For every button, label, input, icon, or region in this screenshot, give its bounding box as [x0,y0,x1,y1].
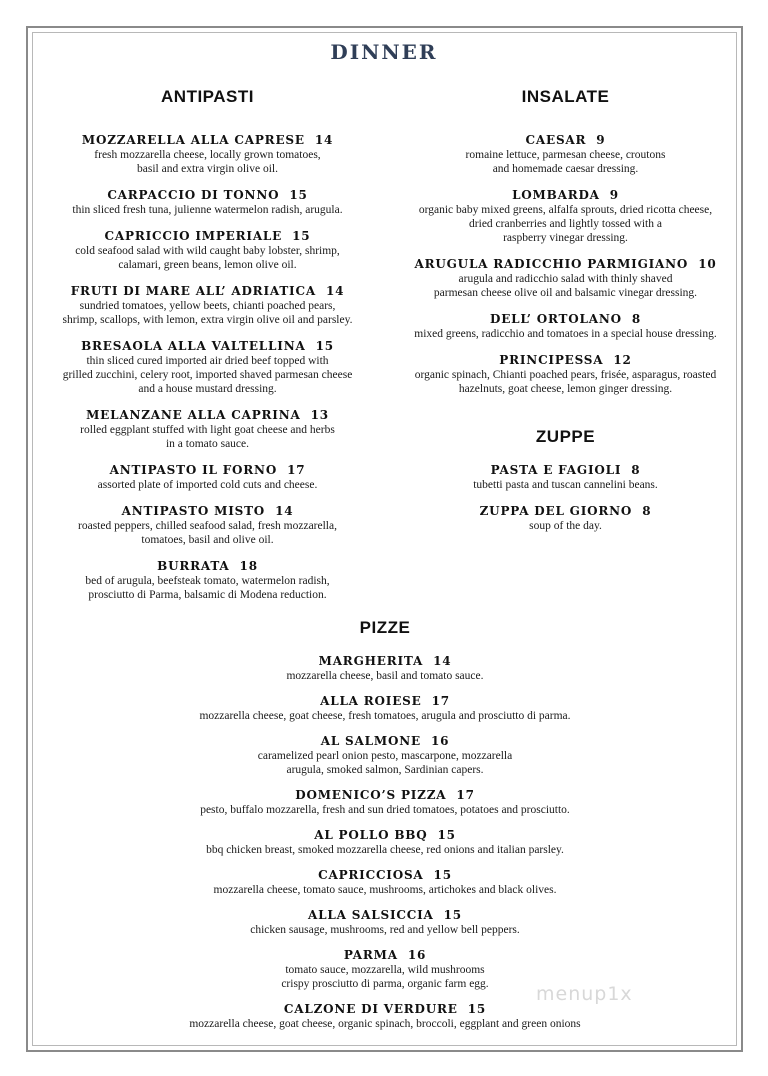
menu-item-description: mozzarella cheese, tomato sauce, mushrooms, artichokes and black olives. [213,884,557,896]
menu-item-title [40,187,375,203]
menu-item [40,407,375,451]
menu-item-price: 17 [287,463,306,477]
menu-item-price: 17 [431,694,450,708]
menu-item-price: 14 [314,133,334,147]
zuppe-heading: ZUPPE [535,427,596,446]
menu-item-title [40,558,375,574]
menu-item-description: organic spinach, Chianti poached pears, frisée, asparagus, roasted hazelnuts, goat cheese, lemon ginger dressing. [414,369,717,395]
menu-item-name: BRESAOLA ALLA VALTELLINA [81,339,306,353]
insalate-section [393,86,738,544]
menu-item-name: LOMBARDA [512,188,600,202]
menu-item-title [393,187,738,203]
menu-item-price: 12 [613,353,632,367]
menu-item-description: fresh mozzarella cheese, locally grown tomatoes, basil and extra virgin olive oil. [94,149,321,175]
menu-item-name: DELL’ ORTOLANO [489,312,622,326]
menu-item [40,338,375,396]
menu-item-description: thin sliced fresh tuna, julienne watermelon radish, arugula. [72,204,343,216]
menu-item-price: 8 [642,504,652,518]
menu-item [120,733,650,777]
menu-item-description: mixed greens, radicchio and tomatoes in a special house dressing. [414,328,717,340]
menu-item-name: FRUTI DI MARE ALL’ ADRIATICA [70,284,316,298]
menu-item-price: 18 [239,559,258,573]
menu-item-title [40,338,375,354]
menu-item-title [120,733,650,749]
menu-item-price: 8 [631,463,641,477]
menu-item-description: pesto, buffalo mozzarella, fresh and sun dried tomatoes, potatoes and prosciutto. [200,804,570,816]
antipasti-heading: ANTIPASTI [161,87,254,106]
menu-item-description: sundried tomatoes, yellow beets, chianti poached pears, shrimp, scallops, with lemon, extra virgin olive oil and parsley. [62,300,353,326]
menu-item-name: ALLA SALSICCIA [308,908,434,922]
menu-item-name: ZUPPA DEL GIORNO [479,504,633,518]
menu-item-description: caramelized pearl onion pesto, mascarpone, mozzarella arugula, smoked salmon, Sardinian capers. [257,750,513,776]
menu-item-price: 15 [467,1002,487,1016]
menu-item-title [393,256,738,272]
menu-item [40,228,375,272]
menu-item-name: ARUGULA RADICCHIO PARMIGIANO [414,257,689,271]
menu-item-title [393,503,738,519]
menu-item-description: rolled eggplant stuffed with light goat cheese and herbs in a tomato sauce. [80,424,335,450]
menu-item-description: bed of arugula, beefsteak tomato, watermelon radish, prosciutto di Parma, balsamic di Modena reduction. [85,575,330,601]
menu-item-price: 15 [437,828,456,842]
menu-item-price: 14 [275,504,294,518]
menu-item-title [40,503,375,519]
menu-item-price: 14 [325,284,345,298]
menu-item-name: CAPRICCIO IMPERIALE [104,229,283,243]
menu-item-name: CAESAR [525,133,587,147]
menu-item-name: PASTA E FAGIOLI [490,463,622,477]
menu-item-title [40,462,375,478]
menu-item-title [393,311,738,327]
menu-item-title [393,462,738,478]
menu-item-price: 15 [289,188,308,202]
menu-item-name: PARMA [343,948,398,962]
menu-item-title [40,283,375,299]
antipasti-section [40,86,375,613]
menu-item-name: ANTIPASTO IL FORNO [109,463,278,477]
menu-item-title [40,132,375,148]
menu-item [393,187,738,245]
menu-item [40,558,375,602]
menu-item [393,256,738,300]
menu-item-price: 10 [698,257,717,271]
menu-item [120,907,650,937]
menu-item-price: 15 [292,229,311,243]
menu-item [120,693,650,723]
menu-item-description: cold seafood salad with wild caught baby lobster, shrimp, calamari, green beans, lemon olive oil. [75,245,340,271]
menu-title: DINNER [330,40,438,64]
menu-item [393,132,738,176]
menu-item-description: romaine lettuce, parmesan cheese, croutons and homemade caesar dressing. [465,149,666,175]
menu-item-description: mozzarella cheese, goat cheese, fresh tomatoes, arugula and prosciutto di parma. [199,710,571,722]
menu-item-description: mozzarella cheese, goat cheese, organic spinach, broccoli, eggplant and green onions [189,1018,581,1030]
menu-item [40,187,375,217]
menu-item-title [120,653,650,669]
menu-item-description: bbq chicken breast, smoked mozzarella cheese, red onions and italian parsley. [206,844,564,856]
insalate-list [393,132,738,396]
antipasti-list [40,132,375,602]
menu-item [393,352,738,396]
menu-item-price: 15 [315,339,334,353]
menu-item-price: 17 [456,788,475,802]
menu-item-price: 16 [407,948,427,962]
menu-item [120,867,650,897]
menu-item [120,1001,650,1031]
menu-item-name: CAPRICCIOSA [318,868,424,882]
menu-item [120,787,650,817]
menu-item-price: 9 [609,188,619,202]
menu-item-description: assorted plate of imported cold cuts and cheese. [97,479,318,491]
menu-item-name: ALLA ROIESE [320,694,422,708]
menu-item-title [120,907,650,923]
menu-item-name: AL SALMONE [320,734,421,748]
pizze-section [120,617,650,1041]
menu-item-title [40,228,375,244]
zuppe-list [393,462,738,533]
menu-item-description: thin sliced cured imported air dried beef topped with grilled zucchini, celery root, imported shaved parmesan cheese and a house mustard dressing. [62,355,353,395]
menu-item-description: roasted peppers, chilled seafood salad, fresh mozzarella, tomatoes, basil and olive oil. [78,520,337,546]
menu-item [40,132,375,176]
menu-item-description: organic baby mixed greens, alfalfa sprouts, dried ricotta cheese, dried cranberries and lightly tossed with a raspberry vinegar dressing. [418,204,713,244]
watermark: menup1x [536,983,633,1005]
menu-item-description: soup of the day. [529,520,602,532]
menu-item [393,462,738,492]
menu-item-price: 13 [310,408,329,422]
menu-item [40,283,375,327]
menu-item [120,827,650,857]
menu-item-name: AL POLLO BBQ [314,828,428,842]
menu-item-title [120,867,650,883]
menu-item-description: arugula and radicchio salad with thinly shaved parmesan cheese olive oil and balsamic vinegar dressing. [433,273,698,299]
menu-item-description: chicken sausage, mushrooms, red and yellow bell peppers. [250,924,520,936]
menu-item-title [393,352,738,368]
pizze-list [120,653,650,1031]
menu-item-name: DOMENICO’S PIZZA [295,788,447,802]
menu-item-title [393,132,738,148]
menu-item-name: PRINCIPESSA [499,353,604,367]
menu-item-price: 15 [433,868,452,882]
menu-item-name: ANTIPASTO MISTO [121,504,266,518]
menu-item [40,503,375,547]
menu-item [393,503,738,533]
menu-item-price: 15 [443,908,462,922]
menu-item-description: tomato sauce, mozzarella, wild mushrooms crispy prosciutto di parma, organic farm egg. [281,964,489,990]
menu-item-name: MOZZARELLA ALLA CAPRESE [81,133,305,147]
menu-item-title [120,693,650,709]
menu-item-price: 16 [430,734,450,748]
menu-item [40,462,375,492]
insalate-heading: INSALATE [521,87,610,106]
pizze-heading: PIZZE [359,618,411,637]
menu-item-title [120,827,650,843]
menu-item-name: CARPACCIO DI TONNO [107,188,280,202]
menu-item-title [40,407,375,423]
menu-item-price: 8 [631,312,642,326]
menu-item-price: 14 [433,654,452,668]
menu-item [393,311,738,341]
menu-item-price: 9 [596,133,606,147]
menu-item-name: MARGHERITA [318,654,424,668]
menu-item-description: tubetti pasta and tuscan cannelini beans. [473,479,658,491]
menu-item [120,653,650,683]
menu-item-name: BURRATA [157,559,230,573]
menu-item-title [120,947,650,963]
menu-item-title [120,787,650,803]
menu-item-name: MELANZANE ALLA CAPRINA [86,408,301,422]
menu-item-description: mozzarella cheese, basil and tomato sauce. [286,670,484,682]
menu-item-name: CALZONE DI VERDURE [283,1002,458,1016]
